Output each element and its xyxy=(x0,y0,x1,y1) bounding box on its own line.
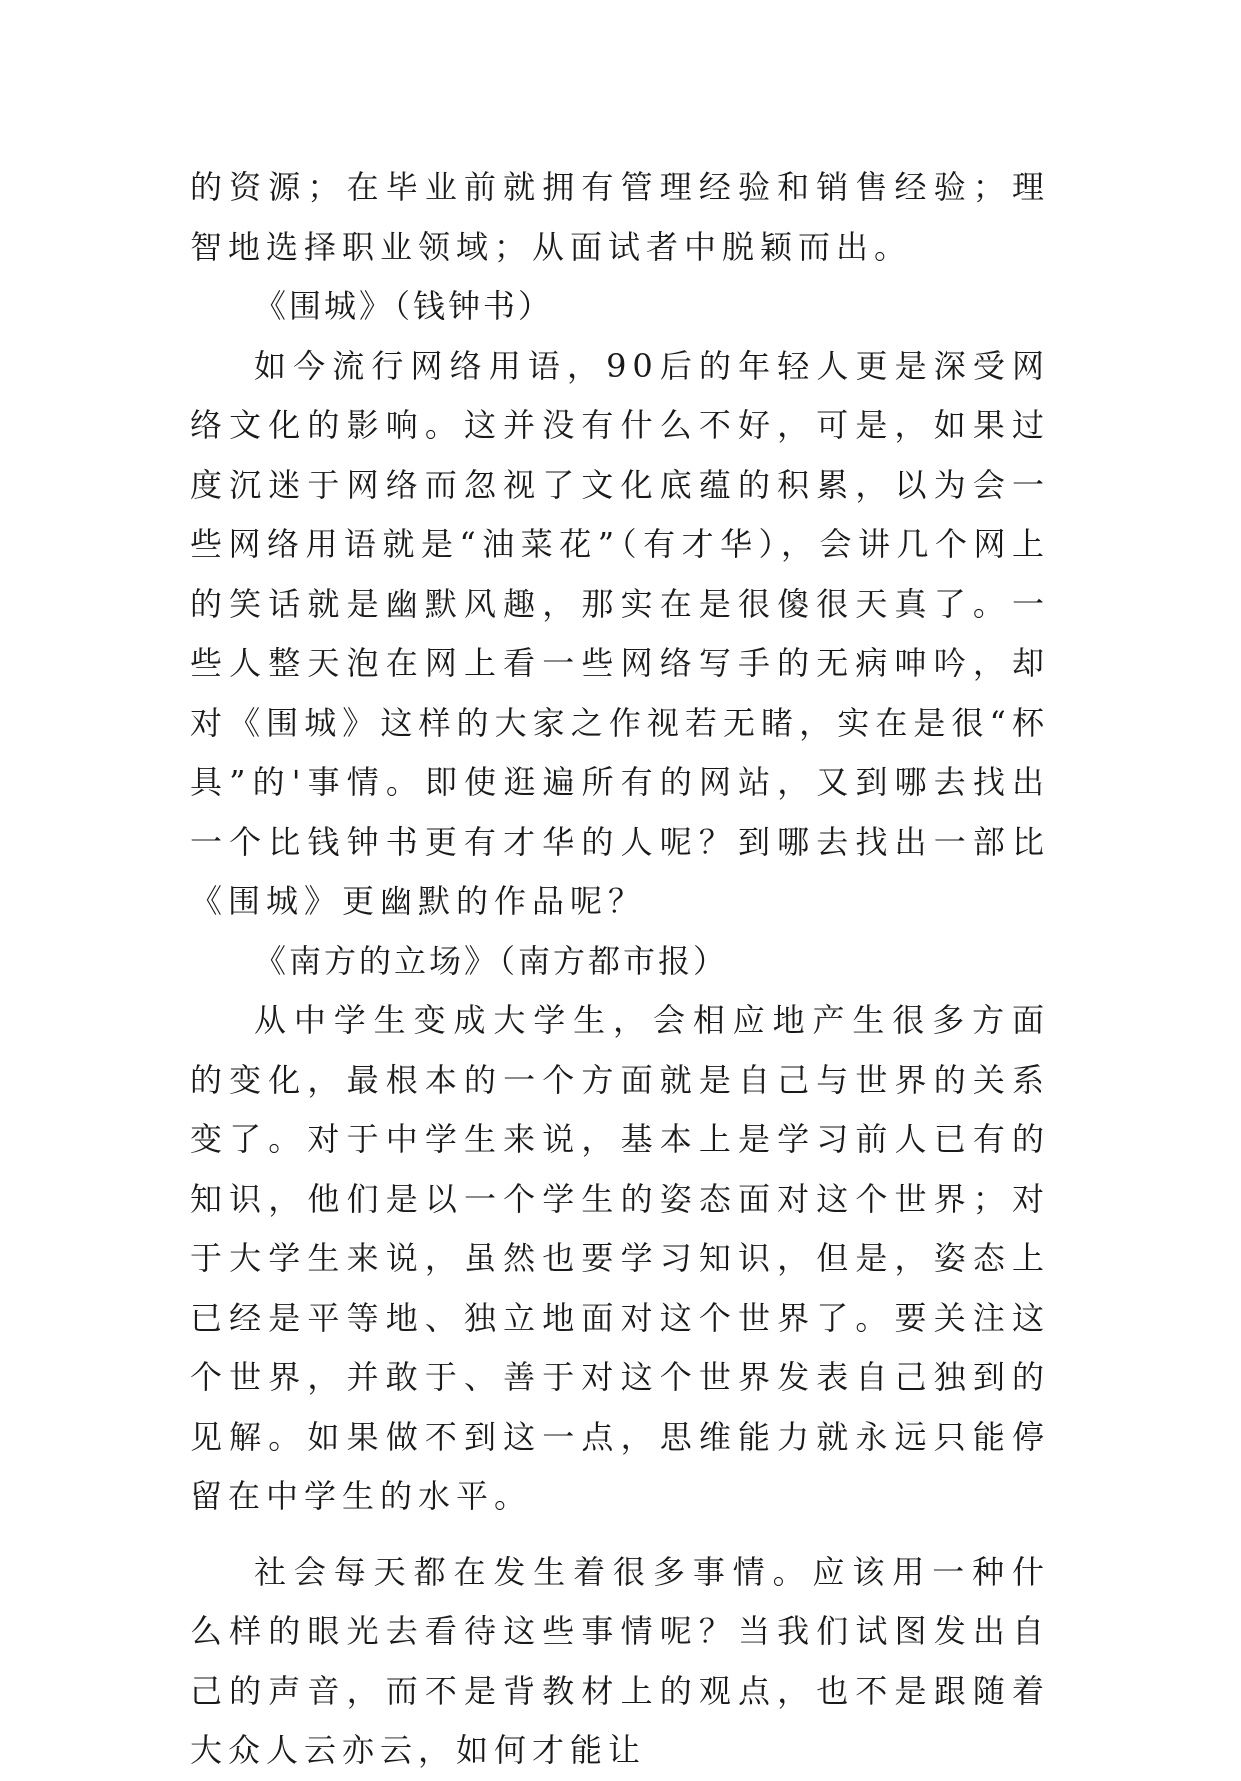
paragraph-gap xyxy=(190,1527,1050,1543)
paragraph-society: 社会每天都在发生着很多事情。应该用一种什么样的眼光去看待这些事情呢？当我们试图发出自己的声音，而不是背教材上的观点，也不是跟随着大众人云亦云，如何才能让 xyxy=(190,1552,1050,1769)
paragraph-continuation: 的资源；在毕业前就拥有管理经验和销售经验；理智地选择职业领域；从面试者中脱颖而出。 xyxy=(190,168,1050,266)
book-title-weicheng: 《围城》（钱钟书） xyxy=(254,287,554,325)
paragraph-nanfang: 从中学生变成大学生，会相应地产生很多方面的变化，最根本的一个方面就是自己与世界的关系变了。对于中学生来说，基本上是学习前人已有的知识，他们是以一个学生的姿态面对这个世界；对于大学生来说，虽然也要学习知识，但是，姿态上已经是平等地、独立地面对这个世界了。要关注这个世界，并敢于、善于对这个世界发表自己独到的见解。如果做不到这一点，思维能力就永远只能停留在中学生的水平。 xyxy=(190,1001,1050,1515)
book-title-nanfang: 《南方的立场》（南方都市报） xyxy=(254,941,729,980)
paragraph-weicheng: 如今流行网络用语，90后的年轻人更是深受网络文化的影响。这并没有什么不好，可是，如果过度沉迷于网络而忽视了文化底蕴的积累，以为会一些网络用语就是“油菜花”（有才华），会讲几个网上的笑话就是幽默风趣，那实在是很傻很天真了。一些人整天泡在网上看一些网络写手的无病呻吟，却对《围城》这样的大家之作视若无睹，实在是很“杯具”的'事情。即使逛遍所有的网站，又到哪去找出一个比钱钟书更有才华的人呢？到哪去找出一部比《围城》更幽默的作品呢？ xyxy=(190,346,1050,920)
document-body xyxy=(190,158,1050,1781)
